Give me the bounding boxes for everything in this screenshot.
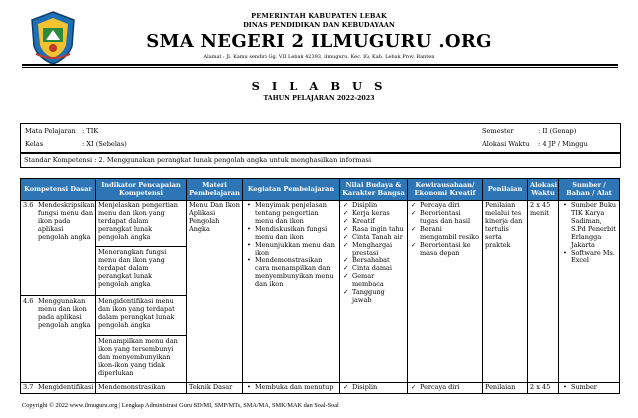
list-item: ✓ Berani mengambil resiko: [420, 226, 480, 242]
list-item: ✓ Gemar membaca: [352, 273, 405, 289]
list-item: ✓ Bersahabat: [352, 257, 405, 265]
list-item: ✓ Menghargai prestasi: [352, 242, 405, 258]
list-item: ✓ Tanggung jawab: [352, 289, 405, 305]
academic-year: TAHUN PELAJARAN 2022-2023: [263, 95, 375, 102]
list-item: • Membuka dan menutup: [255, 384, 337, 392]
list-item: ✓ Percaya diri: [420, 202, 480, 210]
materi-cell: Menu Dan Ikon Aplikasi Pengolah Angka: [187, 201, 243, 383]
list-item: • Sumber Buku TIK Karya Sadiman, S.Pd Penerbit Erlangga Jakarta: [571, 202, 617, 250]
list-item: ✓ Disiplin: [352, 384, 405, 392]
alokasi-waktu-cell: 2 x 45 menit: [528, 201, 559, 383]
sumber-cell: [559, 201, 620, 383]
kegiatan-cell: [243, 383, 340, 394]
list-item: ✓ Kerja keras: [352, 210, 405, 218]
header-kompetensi-dasar: Kompetensi Dasar: [21, 179, 96, 201]
kewirausahaan-cell: [408, 383, 483, 394]
list-item: • Mendiskusikan fungsi menu dan ikon: [255, 226, 337, 242]
indicator-item: Menjelaskan pengertian menu dan ikon yang terdapat dalam perangkat lunak pengolah angka: [98, 201, 178, 241]
header-divider-thin: [22, 67, 618, 68]
list-item: ✓ Disiplin: [352, 202, 405, 210]
kd-number: 3.7: [23, 383, 34, 391]
kegiatan-cell: [243, 201, 340, 383]
subject-label: Mata Pelajaran: [25, 127, 76, 135]
class-label: Kelas: [25, 140, 44, 148]
semester-value: : II (Genap): [538, 127, 577, 135]
header-kewirausahaan: Kewirausahaan/ Ekonomi Kreatif: [408, 179, 483, 201]
nilai-budaya-cell: [340, 201, 408, 383]
header-sumber: Sumber / Bahan / Alat: [559, 179, 620, 201]
list-item: ✓ Percaya diri: [420, 384, 480, 392]
indicator-item: Menampilkan menu dan ikon yang tersembunyi dan menyembunyikan ikon-ikon yang tidak diperlukan: [96, 335, 186, 380]
semester-label: Semester: [482, 127, 514, 135]
header-kegiatan: Kegiatan Pembelajaran: [243, 179, 340, 201]
time-allocation-value: : 4 JP / Minggu: [538, 140, 588, 148]
list-item: ✓ Cinta Tanah air: [352, 234, 405, 242]
kompetensi-dasar-cell: [21, 201, 96, 383]
header-penilaian: Penilaian: [483, 179, 528, 201]
table-row: [21, 383, 620, 394]
kd-number: 3.6: [23, 201, 34, 209]
department-name: DINAS PENDIDIKAN DAN KEBUDAYAAN: [243, 21, 395, 29]
list-item: ✓ Berorientasi tugas dan hasil: [420, 210, 480, 226]
document-title: S I L A B U S: [251, 79, 387, 93]
materi-cell: Teknik Dasar: [187, 383, 243, 394]
alokasi-waktu-cell: 2 x 45: [528, 383, 559, 394]
kd-text: Menggunakan menu dan ikon pada aplikasi pengolah angka: [38, 297, 91, 329]
list-item: ✓ Berorientasi ke masa depan: [420, 242, 480, 258]
kewirausahaan-cell: [408, 201, 483, 383]
sumber-cell: [559, 383, 620, 394]
kd-number: 4.6: [23, 297, 34, 305]
indicator-item: Mengidentifikasi menu dan ikon yang terdapat dalam perangkat lunak pengolah angka: [96, 295, 186, 335]
syllabus-table: [20, 178, 620, 394]
indicator-item: Menerangkan fungsi menu dan ikon yang terdapat dalam perangkat lunak pengolah angka: [96, 246, 186, 295]
table-row: [21, 201, 620, 383]
header-nilai-budaya: Nilai Budaya & Karakter Bangsa: [340, 179, 408, 201]
subject-value: : TIK: [82, 127, 99, 135]
list-item: ✓ Kreatif: [352, 218, 405, 226]
penilaian-cell: Penilaian: [483, 383, 528, 394]
list-item: • Menyimak penjelasan tentang pengertian menu dan ikon: [255, 202, 337, 226]
school-name: SMA NEGERI 2 ILMUGURU .ORG: [146, 31, 492, 52]
header-materi: Materi Pembelajaran: [187, 179, 243, 201]
footer-copyright: Copyright © 2022 www.ilmuguru.org | Lengkap Administrasi Guru SD/MI, SMP/MTs, SMA/MA, SMK/MAK dan Soal-Soal: [22, 402, 339, 409]
indikator-cell: Mendemonstrasikan: [96, 383, 187, 394]
list-item: ✓ Cinta damai: [352, 265, 405, 273]
indikator-cell: [96, 201, 187, 383]
list-item: ✓ Rasa ingin tahu: [352, 226, 405, 234]
government-name: PEMERINTAH KABUPATEN LEBAK: [251, 12, 387, 20]
kd-text: Mengidentifikasi: [38, 383, 94, 391]
header-divider-thick: [22, 64, 618, 66]
time-allocation-label: Alokasi Waktu: [482, 140, 530, 148]
header-indikator: Indikator Pencapaian Kompetensi: [96, 179, 187, 201]
nilai-budaya-cell: [340, 383, 408, 394]
list-item: • Software Ms. Excel: [571, 250, 617, 266]
course-info-box: [20, 123, 621, 153]
list-item: • Sumber: [571, 384, 617, 392]
kompetensi-dasar-cell: [21, 383, 96, 394]
class-value: : XI (Sebelas): [82, 140, 127, 148]
kd-text: Mendeskripsikan fungsi menu dan ikon pada aplikasi pengolah angka: [38, 201, 95, 241]
header-alokasi-waktu: Alokasi Waktu: [528, 179, 559, 201]
competency-standard: Standar Kompetensi : 2. Menggunakan perangkat lunak pengolah angka untuk menghasilkan informasi: [24, 156, 372, 164]
list-item: • Menunjukkan menu dan ikon: [255, 242, 337, 258]
list-item: • Mendemonstrasikan cara menampilkan dan menyembunyikan menu dan ikon: [255, 257, 337, 289]
table-header-row: [21, 179, 620, 201]
school-address: Alamat : Jl. Kamu sendiri Gg. VII Lebak 42393, ilmuguru, Kec. IG, Kab. Lebak Prov. Banten: [203, 54, 435, 60]
penilaian-cell: Penilaian melalui tes kinerja dan tertulis serta praktek: [483, 201, 528, 383]
